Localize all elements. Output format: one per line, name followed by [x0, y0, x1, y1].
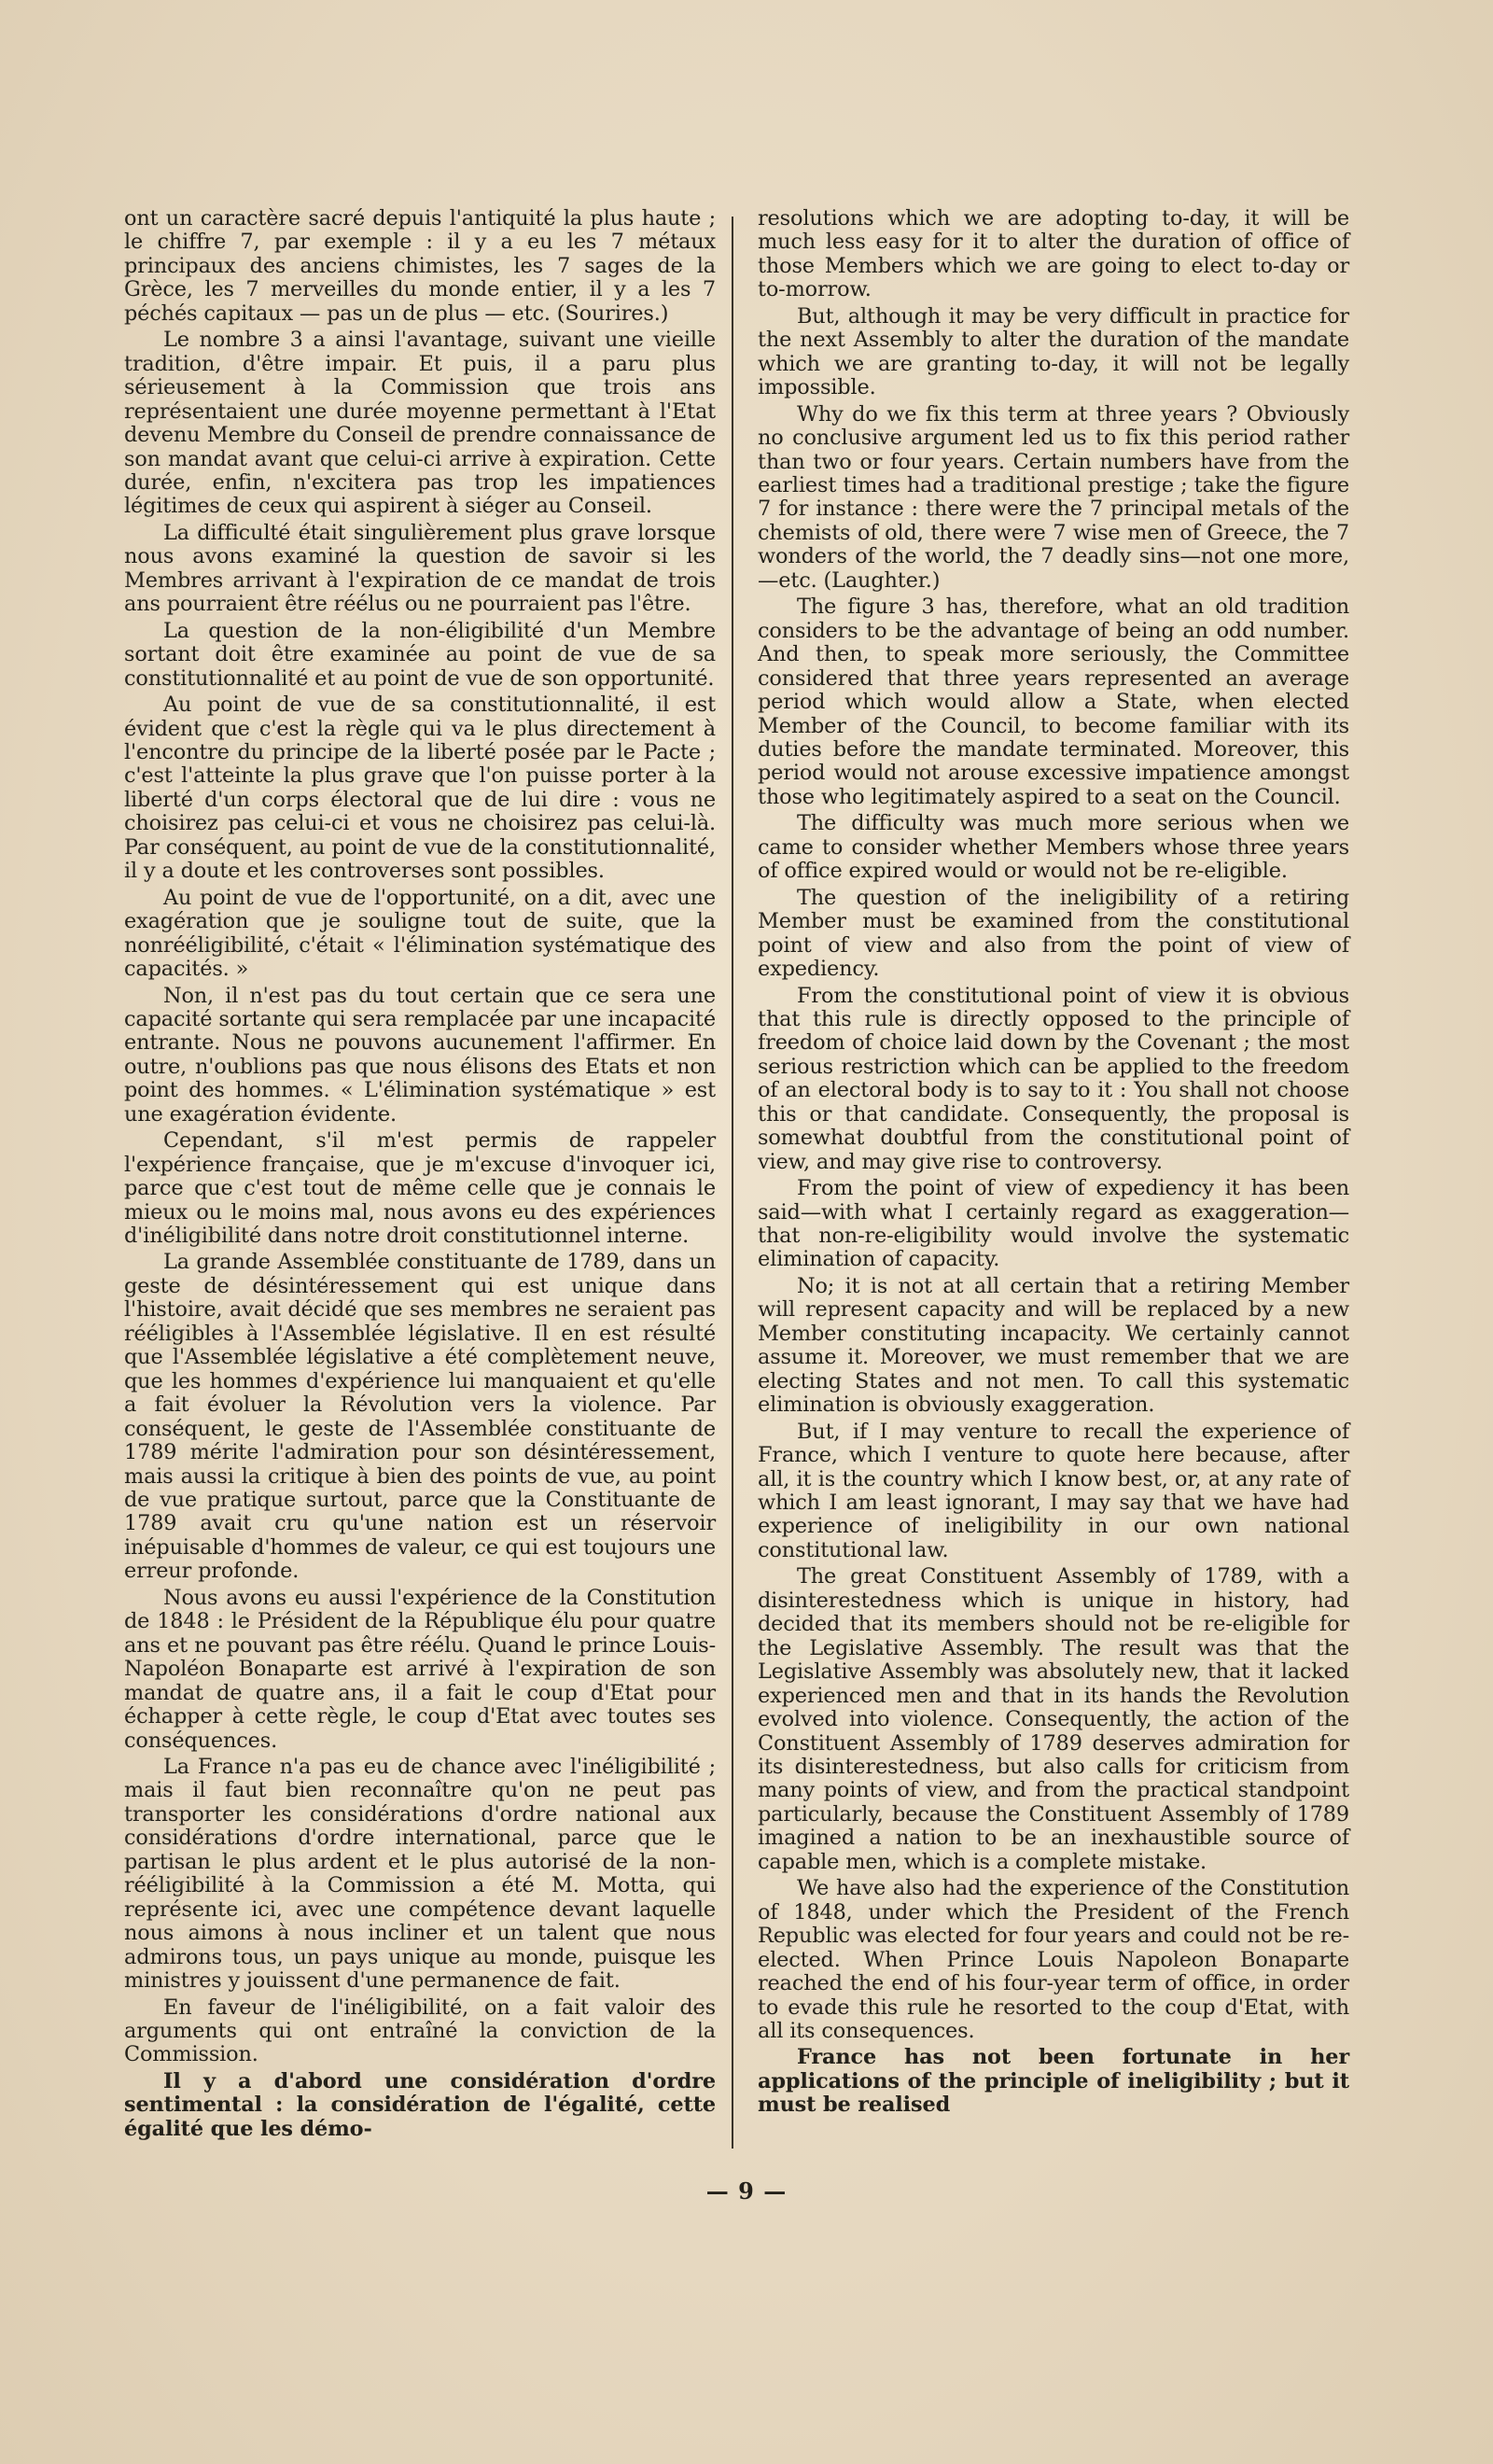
- paragraph: En faveur de l'inéligibilité, on a fait valoir des arguments qui ont entraîné la conviction de la Commission.: [124, 1995, 716, 2067]
- paragraph: France has not been fortunate in her applications of the principle of ineligibility ; but it must be realised: [758, 2045, 1349, 2118]
- paragraph: Au point de vue de sa constitutionnalité, il est évident que c'est la règle qui va le plus directement à l'encontre du principe de la liberté posée par le Pacte ; c'est l'atteinte la plus grave que l'on puisse porter à la liberté d'un corps électoral que de lui dire : vous ne choisirez pas celui-ci et vous ne choisirez pas celui-là. Par conséquent, au point de vue de la constitutionnalité, il y a doute et les controverses sont possibles.: [124, 693, 716, 884]
- paragraph: Nous avons eu aussi l'expérience de la Constitution de 1848 : le Président de la République élu pour quatre ans et ne pouvant pas être réélu. Quand le prince Louis-Napoléon Bonaparte est arrivé à l'expiration de son mandat de quatre ans, il a fait le coup d'Etat pour échapper à cette règle, le coup d'Etat avec toutes ses conséquences.: [124, 1585, 716, 1753]
- paragraph: Il y a d'abord une considération d'ordre sentimental : la considération de l'égalité, cette égalité que les démo-: [124, 2068, 716, 2141]
- paragraph: But, if I may venture to recall the experience of France, which I venture to quote here because, after all, it is the country which I know best, or, at any rate of which I am least ignorant, I may say that we have had experience of ineligibility in our own national constitutional law.: [758, 1419, 1349, 1562]
- paragraph: No; it is not at all certain that a retiring Member will represent capacity and will be replaced by a new Member constituting incapacity. We certainly cannot assume it. Moreover, we must remember that we are electing States and not men. To call this systematic elimination is obviously exaggeration.: [758, 1273, 1349, 1418]
- paragraph: We have also had the experience of the Constitution of 1848, under which the President of the French Republic was elected for four years and could not be re-elected. When Prince Louis Napoleon Bonaparte reached the end of his four-year term of office, in order to evade this rule he resorted to the coup d'Etat, with all its consequences.: [758, 1876, 1349, 2043]
- paragraph: La France n'a pas eu de chance avec l'inéligibilité ; mais il faut bien reconnaître qu'on ne peut pas transporter les considérations d'ordre national aux considérations d'ordre international, parce que le partisan le plus ardent et le plus autorisé de la non-rééligibilité à la Commission a été M. Motta, qui représente ici, avec une compétence devant laquelle nous aimons à nous incliner et un talent que nous admirons tous, un pays unique au monde, puisque les ministres y jouissent d'une permanence de fait.: [124, 1755, 716, 1994]
- paragraph: But, although it may be very difficult in practice for the next Assembly to alter the duration of the mandate which we are granting to-day, it will not be legally impossible.: [758, 303, 1349, 400]
- paragraph: The figure 3 has, therefore, what an old tradition considers to be the advantage of being an odd number. And then, to speak more seriously, the Committee considered that three years represented an average period which would allow a State, when elected Member of the Council, to become familiar with its duties before the mandate terminated. Moreover, this period would not arouse excessive impatience amongst those who legitimately aspired to a seat on the Council.: [758, 595, 1349, 809]
- french-text-column: [124, 207, 716, 2153]
- paragraph: Cependant, s'il m'est permis de rappeler l'expérience française, que je m'excuse d'invoquer ici, parce que c'est tout de même celle que je connais le mieux ou le moins mal, nous avons eu des expériences d'inéligibilité dans notre droit constitutionnel interne.: [124, 1128, 716, 1249]
- paragraph: From the constitutional point of view it is obvious that this rule is directly opposed to the principle of freedom of choice laid down by the Covenant ; the most serious restriction which can be applied to the freedom of an electoral body is to say to it : You shall not choose this or that candidate. Consequently, the proposal is somewhat doubtful from the constitutional point of view, and may give rise to controversy.: [758, 983, 1349, 1174]
- paragraph: The great Constituent Assembly of 1789, with a disinterestedness which is unique in history, had decided that its members should not be re-eligible for the Legislative Assembly. The result was that the Legislative Assembly was absolutely new, that it lacked experienced men and that in its hands the Revolution evolved into violence. Consequently, the action of the Constituent Assembly of 1789 deserves admiration for its disinterestedness, but also calls for criticism from many points of view, and from the practical standpoint particularly, because the Constituent Assembly of 1789 imagined a nation to be an inexhaustible source of capable men, which is a complete mistake.: [758, 1564, 1349, 1874]
- paragraph: resolutions which we are adopting to-day, it will be much less easy for it to alter the duration of office of those Members which we are going to elect to-day or to-morrow.: [758, 206, 1349, 302]
- paragraph: La question de la non-éligibilité d'un Membre sortant doit être examinée au point de vue de sa constitutionnalité et au point de vue de son opportunité.: [124, 618, 716, 691]
- column-divider: [732, 217, 733, 2149]
- paragraph: Non, il n'est pas du tout certain que ce sera une capacité sortante qui sera remplacée par une incapacité entrante. Nous ne pouvons aucunement l'affirmer. En outre, n'oublions pas que nous élisons des Etats et non point des hommes. « L'élimination systématique » est une exagération évidente.: [124, 983, 716, 1127]
- paragraph: From the point of view of expediency it has been said—with what I certainly regard as exaggeration—that non-re-eligibility would involve the systematic elimination of capacity.: [758, 1176, 1349, 1272]
- paragraph: The question of the ineligibility of a retiring Member must be examined from the constitutional point of view and also from the point of view of expediency.: [758, 885, 1349, 982]
- paragraph: Le nombre 3 a ainsi l'avantage, suivant une vieille tradition, d'être impair. Et puis, il a paru plus sérieusement à la Commission que trois ans représentaient une durée moyenne permettant à l'Etat devenu Membre du Conseil de prendre connaissance de son mandat avant que celui-ci arrive à expiration. Cette durée, enfin, n'excitera pas trop les impatiences légitimes de ceux qui aspirent à siéger au Conseil.: [124, 328, 716, 519]
- paragraph: Why do we fix this term at three years ? Obviously no conclusive argument led us to fix this period rather than two or four years. Certain numbers have from the earliest times had a traditional prestige ; take the figure 7 for instance : there were the 7 principal metals of the chemists of old, there were 7 wise men of Greece, the 7 wonders of the world, the 7 deadly sins—not one more,—etc. (Laughter.): [758, 401, 1349, 593]
- page-number: — 9 —: [705, 2177, 788, 2205]
- paragraph: Au point de vue de l'opportunité, on a dit, avec une exagération que je souligne tout de suite, que la nonrééligibilité, c'était « l'élimination systématique des capacités. »: [124, 885, 716, 982]
- english-text-column: [758, 207, 1349, 2153]
- paragraph: ont un caractère sacré depuis l'antiquité la plus haute ; le chiffre 7, par exemple : il y a eu les 7 métaux principaux des anciens chimistes, les 7 sages de la Grèce, les 7 merveilles du monde entier, il y a les 7 péchés capitaux — pas un de plus — etc. (Sourires.): [124, 206, 716, 326]
- paragraph: La grande Assemblée constituante de 1789, dans un geste de désintéressement qui est unique dans l'histoire, avait décidé que ses membres ne seraient pas rééligibles à l'Assemblée législative. Il en est résulté que l'Assemblée législative a été complètement neuve, que les hommes d'expérience lui manquaient et qu'elle a fait évoluer la Révolution vers la violence. Par conséquent, le geste de l'Assemblée constituante de 1789 mérite l'admiration pour son désintéressement, mais aussi la critique à bien des points de vue, au point de vue pratique surtout, parce que la Constituante de 1789 avait cru qu'une nation est un réservoir inépuisable d'hommes de valeur, ce qui est toujours une erreur profonde.: [124, 1250, 716, 1584]
- paragraph: The difficulty was much more serious when we came to consider whether Members whose three years of office expired would or would not be re-eligible.: [758, 811, 1349, 884]
- paragraph: La difficulté était singulièrement plus grave lorsque nous avons examiné la question de savoir si les Membres arrivant à l'expiration de ce mandat de trois ans pourraient être réélus ou ne pourraient pas l'être.: [124, 520, 716, 617]
